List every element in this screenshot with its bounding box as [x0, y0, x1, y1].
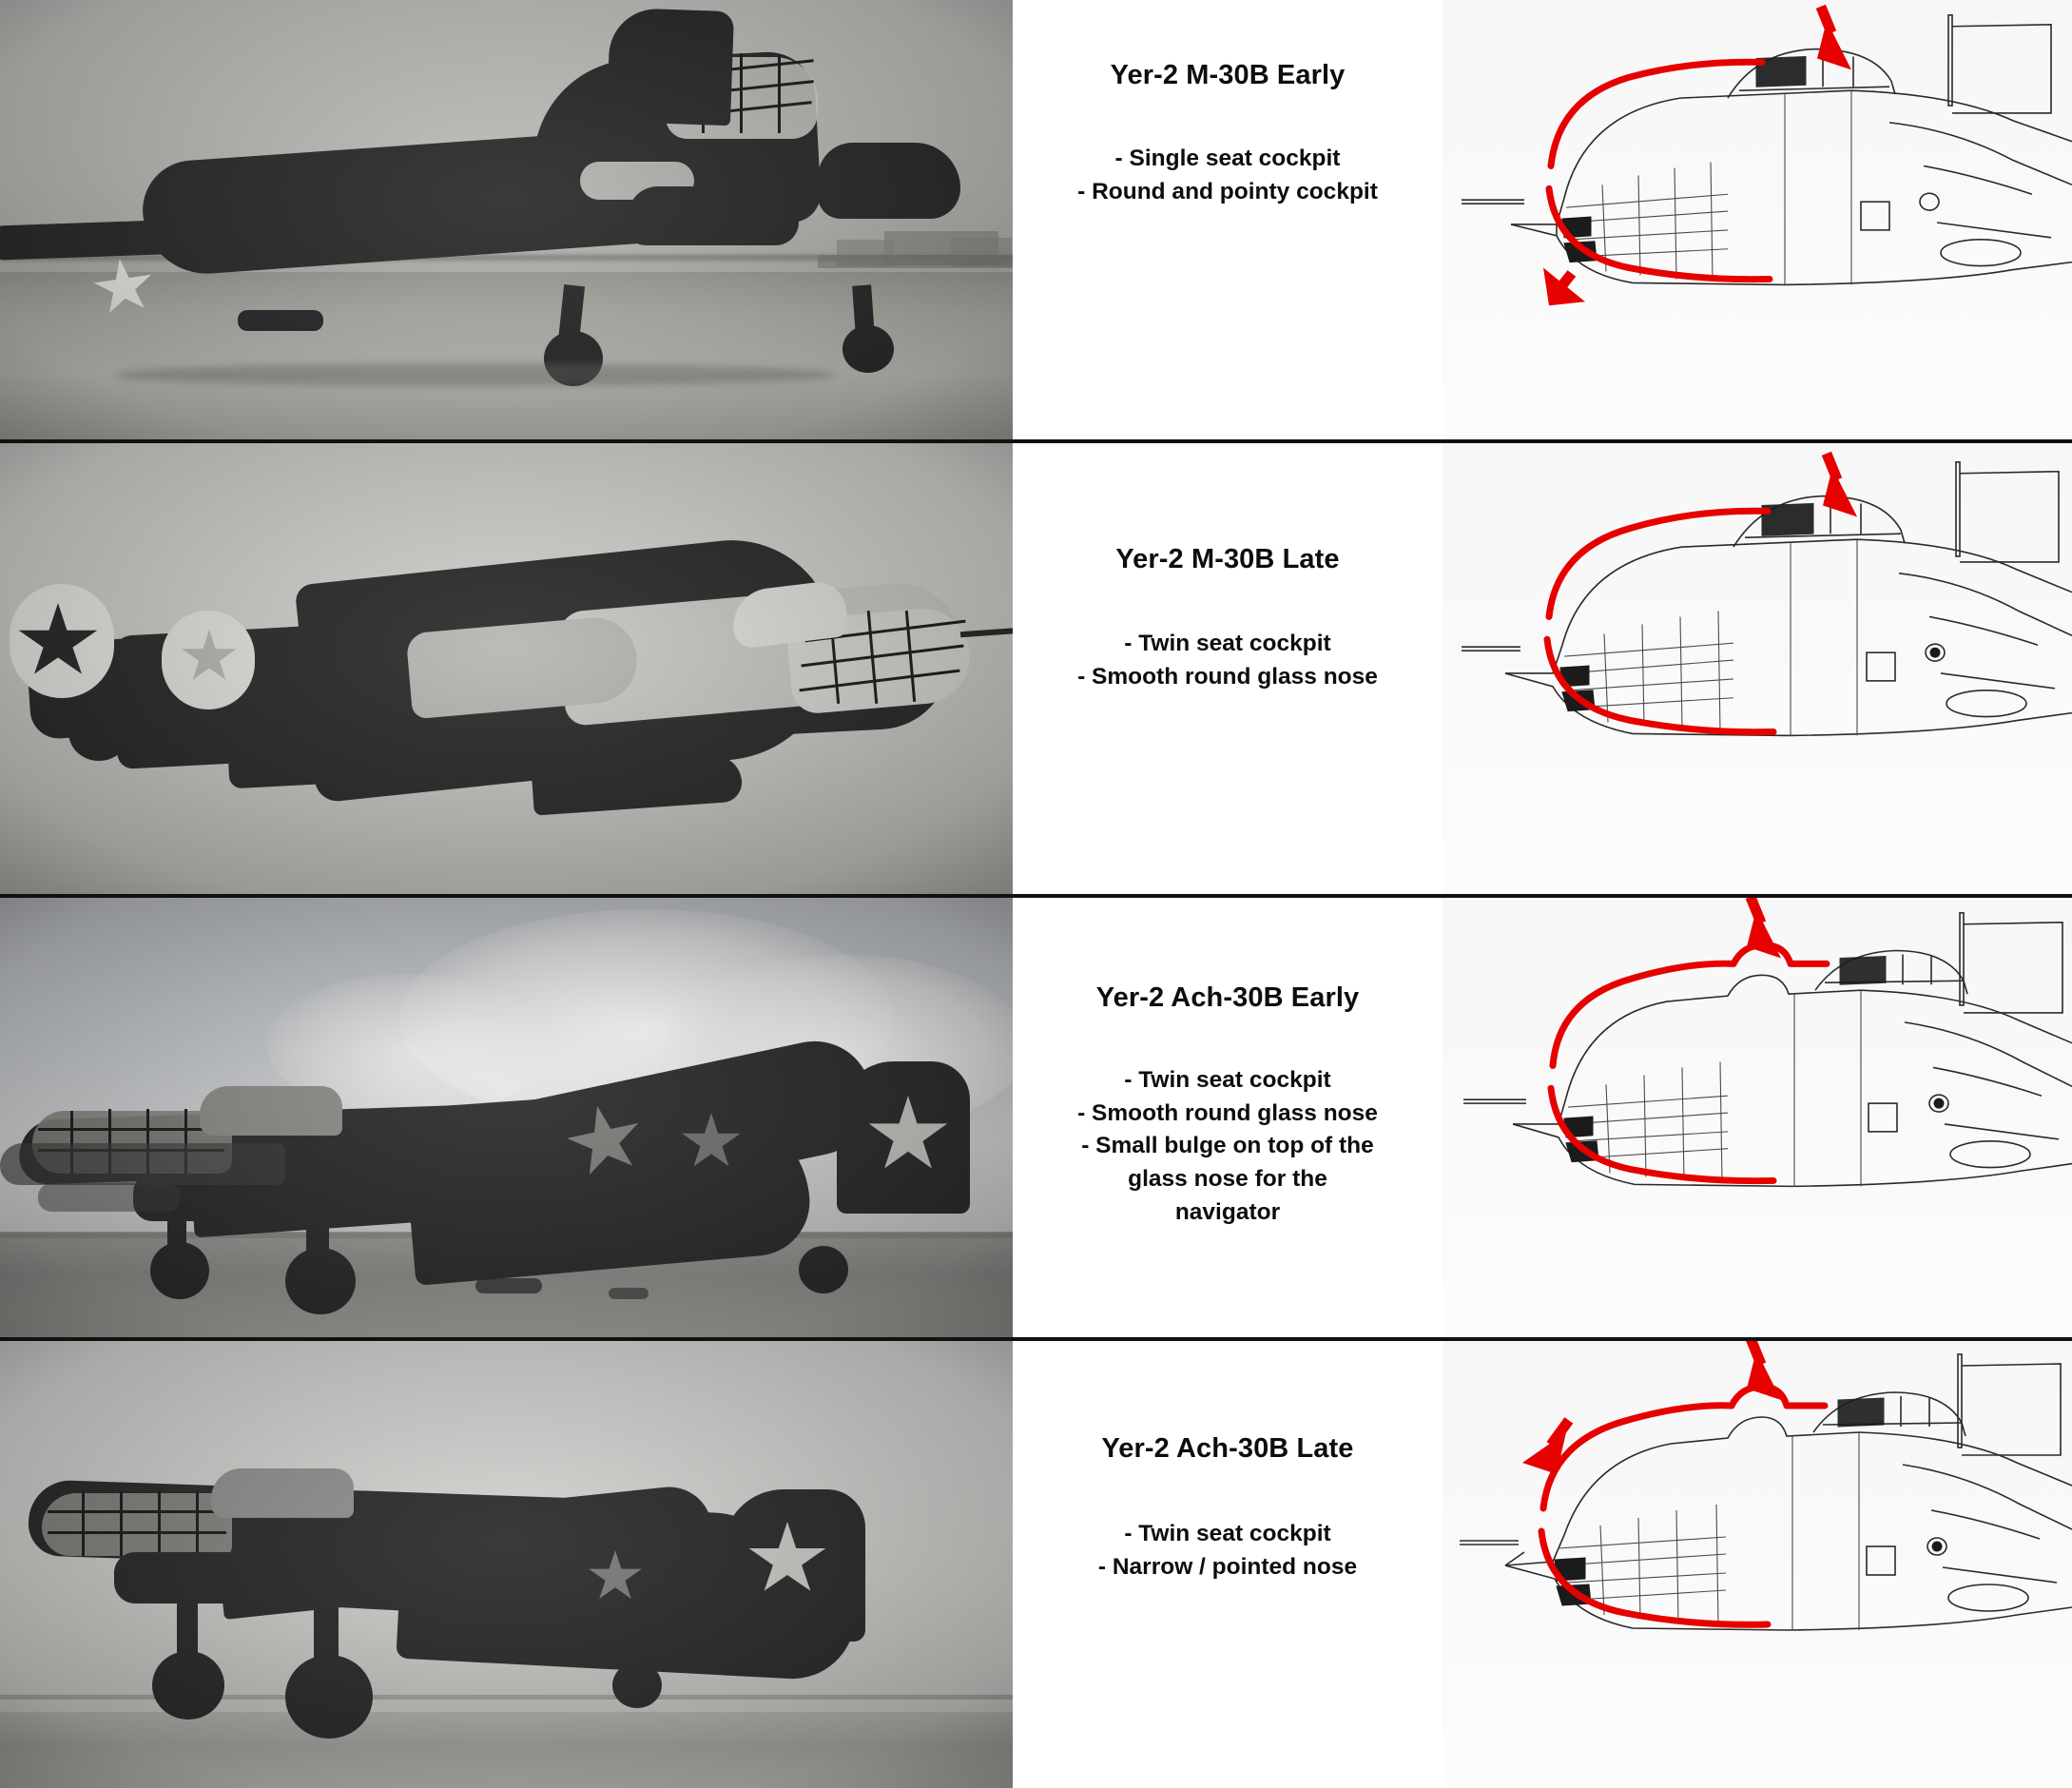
text-block-ach30b-late	[1013, 1341, 1443, 1788]
bullet-item: - Twin seat cockpit	[1124, 630, 1331, 656]
variant-title: Yer-2 M-30B Early	[1110, 60, 1346, 90]
variant-title: Yer-2 M-30B Late	[1115, 544, 1340, 574]
profile-drawing-svg	[1443, 0, 2072, 439]
profile-drawing-svg	[1443, 443, 2072, 894]
bullet-item: - Single seat cockpit	[1114, 145, 1341, 171]
text-block-ach30b-early	[1013, 898, 1443, 1337]
bullet-item: navigator	[1174, 1198, 1281, 1225]
variant-row	[0, 1341, 2072, 1788]
photo-ach30b-late	[0, 1341, 1013, 1788]
variant-row	[0, 898, 2072, 1341]
variant-row	[0, 0, 2072, 443]
profile-drawing-svg	[1443, 1341, 2072, 1788]
bullet-item: - Smooth round glass nose	[1077, 1099, 1378, 1126]
bullet-item: - Round and pointy cockpit	[1077, 178, 1378, 204]
variant-bullets	[1077, 1064, 1378, 1230]
variant-bullets	[1077, 628, 1378, 694]
variant-bullets	[1098, 1518, 1357, 1584]
bullet-item: - Small bulge on top of the	[1081, 1133, 1374, 1159]
drawing-m30b-late	[1443, 443, 2072, 894]
variant-title: Yer-2 Ach-30B Early	[1095, 982, 1360, 1013]
photo-m30b-early	[0, 0, 1013, 439]
bullet-item: - Narrow / pointed nose	[1097, 1553, 1358, 1580]
drawing-m30b-early	[1443, 0, 2072, 439]
variant-bullets	[1077, 143, 1378, 209]
text-block-m30b-early	[1013, 0, 1443, 439]
bullet-item: glass nose for the	[1128, 1166, 1327, 1193]
bullet-item: - Twin seat cockpit	[1124, 1520, 1331, 1546]
photo-m30b-late	[0, 443, 1013, 894]
text-block-m30b-late	[1013, 443, 1443, 894]
bullet-item: - Smooth round glass nose	[1077, 663, 1378, 690]
drawing-ach30b-early	[1443, 898, 2072, 1337]
variant-title: Yer-2 Ach-30B Late	[1101, 1433, 1354, 1464]
bullet-item: - Twin seat cockpit	[1124, 1066, 1331, 1093]
photo-ach30b-early	[0, 898, 1013, 1337]
drawing-ach30b-late	[1443, 1341, 2072, 1788]
variant-row	[0, 443, 2072, 898]
profile-drawing-svg	[1443, 898, 2072, 1337]
